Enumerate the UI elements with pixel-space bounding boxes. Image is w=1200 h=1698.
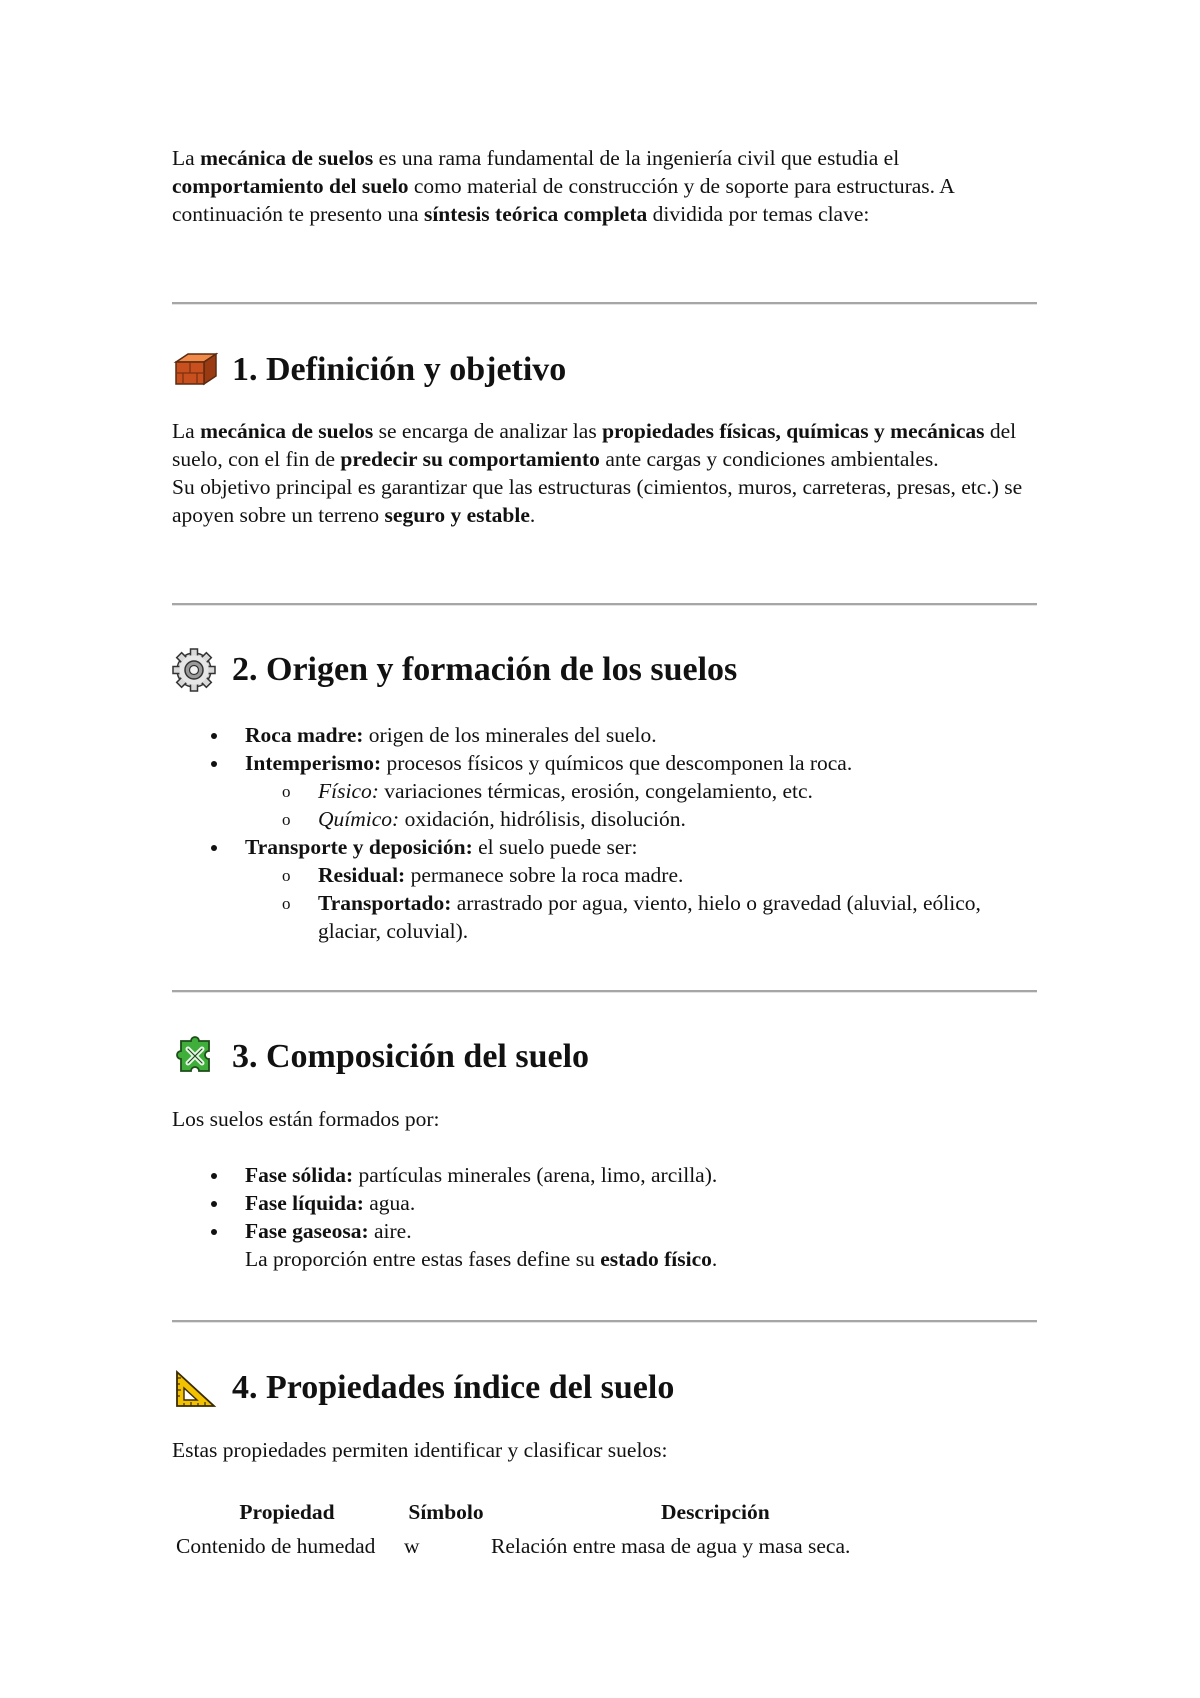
list-item-label: Fase gaseosa:	[245, 1219, 369, 1243]
section-3-title: 3. Composición del suelo	[232, 1038, 590, 1075]
intro-text: es una rama fundamental de la ingeniería civil que estudia el	[373, 146, 900, 170]
triangle-ruler-icon	[172, 1366, 218, 1410]
intro-bold: comportamiento del suelo	[172, 174, 409, 198]
section-1-paragraph	[172, 417, 1037, 473]
section-divider	[172, 990, 1037, 993]
puzzle-icon	[172, 1035, 218, 1079]
intro-bold: mecánica de suelos	[200, 146, 374, 170]
section-4-heading	[172, 1366, 674, 1410]
section-3-body	[172, 1105, 1037, 1273]
body-text: La	[172, 419, 201, 443]
section-1-paragraph	[172, 473, 1037, 529]
list-item	[172, 1217, 1037, 1273]
body-bold: propiedades físicas, químicas y mecánicas	[602, 419, 985, 443]
sub-list-item	[245, 889, 1037, 945]
intro-paragraph	[172, 144, 1037, 228]
section-1-body	[172, 417, 1037, 529]
composition-list	[172, 1161, 1037, 1273]
intro-text: La	[172, 146, 201, 170]
list-item-text: agua.	[363, 1191, 416, 1215]
body-text: se encarga de analizar las	[373, 419, 603, 443]
section-4-lead: Estas propiedades permiten identificar y clasificar suelos:	[172, 1438, 668, 1462]
intro-bold: síntesis teórica completa	[423, 202, 648, 226]
list-note-bold: estado físico	[600, 1247, 712, 1271]
section-2-heading	[172, 648, 737, 692]
body-bold: predecir su comportamiento	[340, 447, 600, 471]
sub-list-item	[245, 777, 1037, 805]
body-bold: mecánica de suelos	[200, 419, 374, 443]
table-cell: w	[404, 1533, 420, 1558]
intro-text: como material de construcción y de soporte para estructuras. A continuación te presento una	[172, 174, 954, 226]
body-text: del suelo, con el fin de	[172, 419, 1017, 471]
sub-list-item	[245, 805, 1037, 833]
section-3-lead: Los suelos están formados por:	[172, 1107, 440, 1131]
list-item-label: Transporte y deposición:	[245, 835, 473, 859]
list-note-text: La proporción entre estas fases define su	[245, 1247, 601, 1271]
list-item-label: Fase sólida:	[245, 1163, 354, 1187]
list-item-label: Roca madre:	[245, 723, 364, 747]
section-divider	[172, 1320, 1037, 1323]
sub-list	[245, 777, 1037, 833]
sub-list-item-text: permanece sobre la roca madre.	[405, 863, 684, 887]
sub-list-item-label: Físico:	[318, 779, 379, 803]
sub-list-item-label: Químico:	[318, 807, 400, 831]
intro-text: dividida por temas clave:	[647, 202, 870, 226]
gear-icon	[172, 648, 218, 692]
table-cell: Contenido de humedad	[176, 1533, 376, 1558]
sub-list-item-label: Transportado:	[318, 891, 452, 915]
table-header-cell: Símbolo	[408, 1499, 484, 1524]
sub-list-item-text: arrastrado por agua, viento, hielo o gravedad (aluvial, eólico, glaciar, coluvial).	[318, 891, 981, 943]
section-1-heading	[172, 348, 566, 392]
section-2-title: 2. Origen y formación de los suelos	[232, 651, 738, 688]
section-divider	[172, 603, 1037, 606]
section-1-title: 1. Definición y objetivo	[232, 351, 567, 388]
section-3-heading	[172, 1035, 589, 1079]
sub-list-item-text: variaciones térmicas, erosión, congelamiento, etc.	[378, 779, 813, 803]
body-text: .	[529, 503, 536, 527]
list-item-text: procesos físicos y químicos que descomponen la roca.	[381, 751, 853, 775]
table-cell: Relación entre masa de agua y masa seca.	[491, 1533, 851, 1558]
properties-table	[172, 1494, 1037, 1562]
table-row	[172, 1530, 1037, 1562]
list-item-text: origen de los minerales del suelo.	[363, 723, 657, 747]
table-header-cell: Propiedad	[239, 1499, 335, 1524]
sub-list-item-label: Residual:	[318, 863, 406, 887]
list-item-label: Intemperismo:	[245, 751, 382, 775]
section-divider	[172, 302, 1037, 305]
list-item	[172, 749, 1037, 833]
brick-icon	[172, 348, 218, 392]
sub-list	[245, 861, 1037, 945]
section-2-body	[172, 721, 1037, 945]
sub-list-item-text: oxidación, hidrólisis, disolución.	[399, 807, 686, 831]
list-item	[172, 721, 1037, 749]
body-text: Su objetivo principal es garantizar que las estructuras (cimientos, muros, carreteras, presas, etc.) se apoyen sobre un terreno	[172, 475, 1023, 527]
sub-list-item	[245, 861, 1037, 889]
body-text: ante cargas y condiciones ambientales.	[599, 447, 939, 471]
origin-list	[172, 721, 1037, 945]
list-item-text: partículas minerales (arena, limo, arcilla).	[353, 1163, 718, 1187]
table-header-cell: Descripción	[661, 1499, 770, 1524]
list-item	[172, 833, 1037, 945]
list-item	[172, 1161, 1037, 1189]
section-4-title: 4. Propiedades índice del suelo	[232, 1369, 675, 1406]
list-item-text: aire.	[368, 1219, 412, 1243]
list-item-text: el suelo puede ser:	[472, 835, 638, 859]
list-item	[172, 1189, 1037, 1217]
list-item-label: Fase líquida:	[245, 1191, 364, 1215]
list-note-text: .	[711, 1247, 718, 1271]
body-bold: seguro y estable	[384, 503, 530, 527]
table-header-row	[172, 1494, 1037, 1530]
